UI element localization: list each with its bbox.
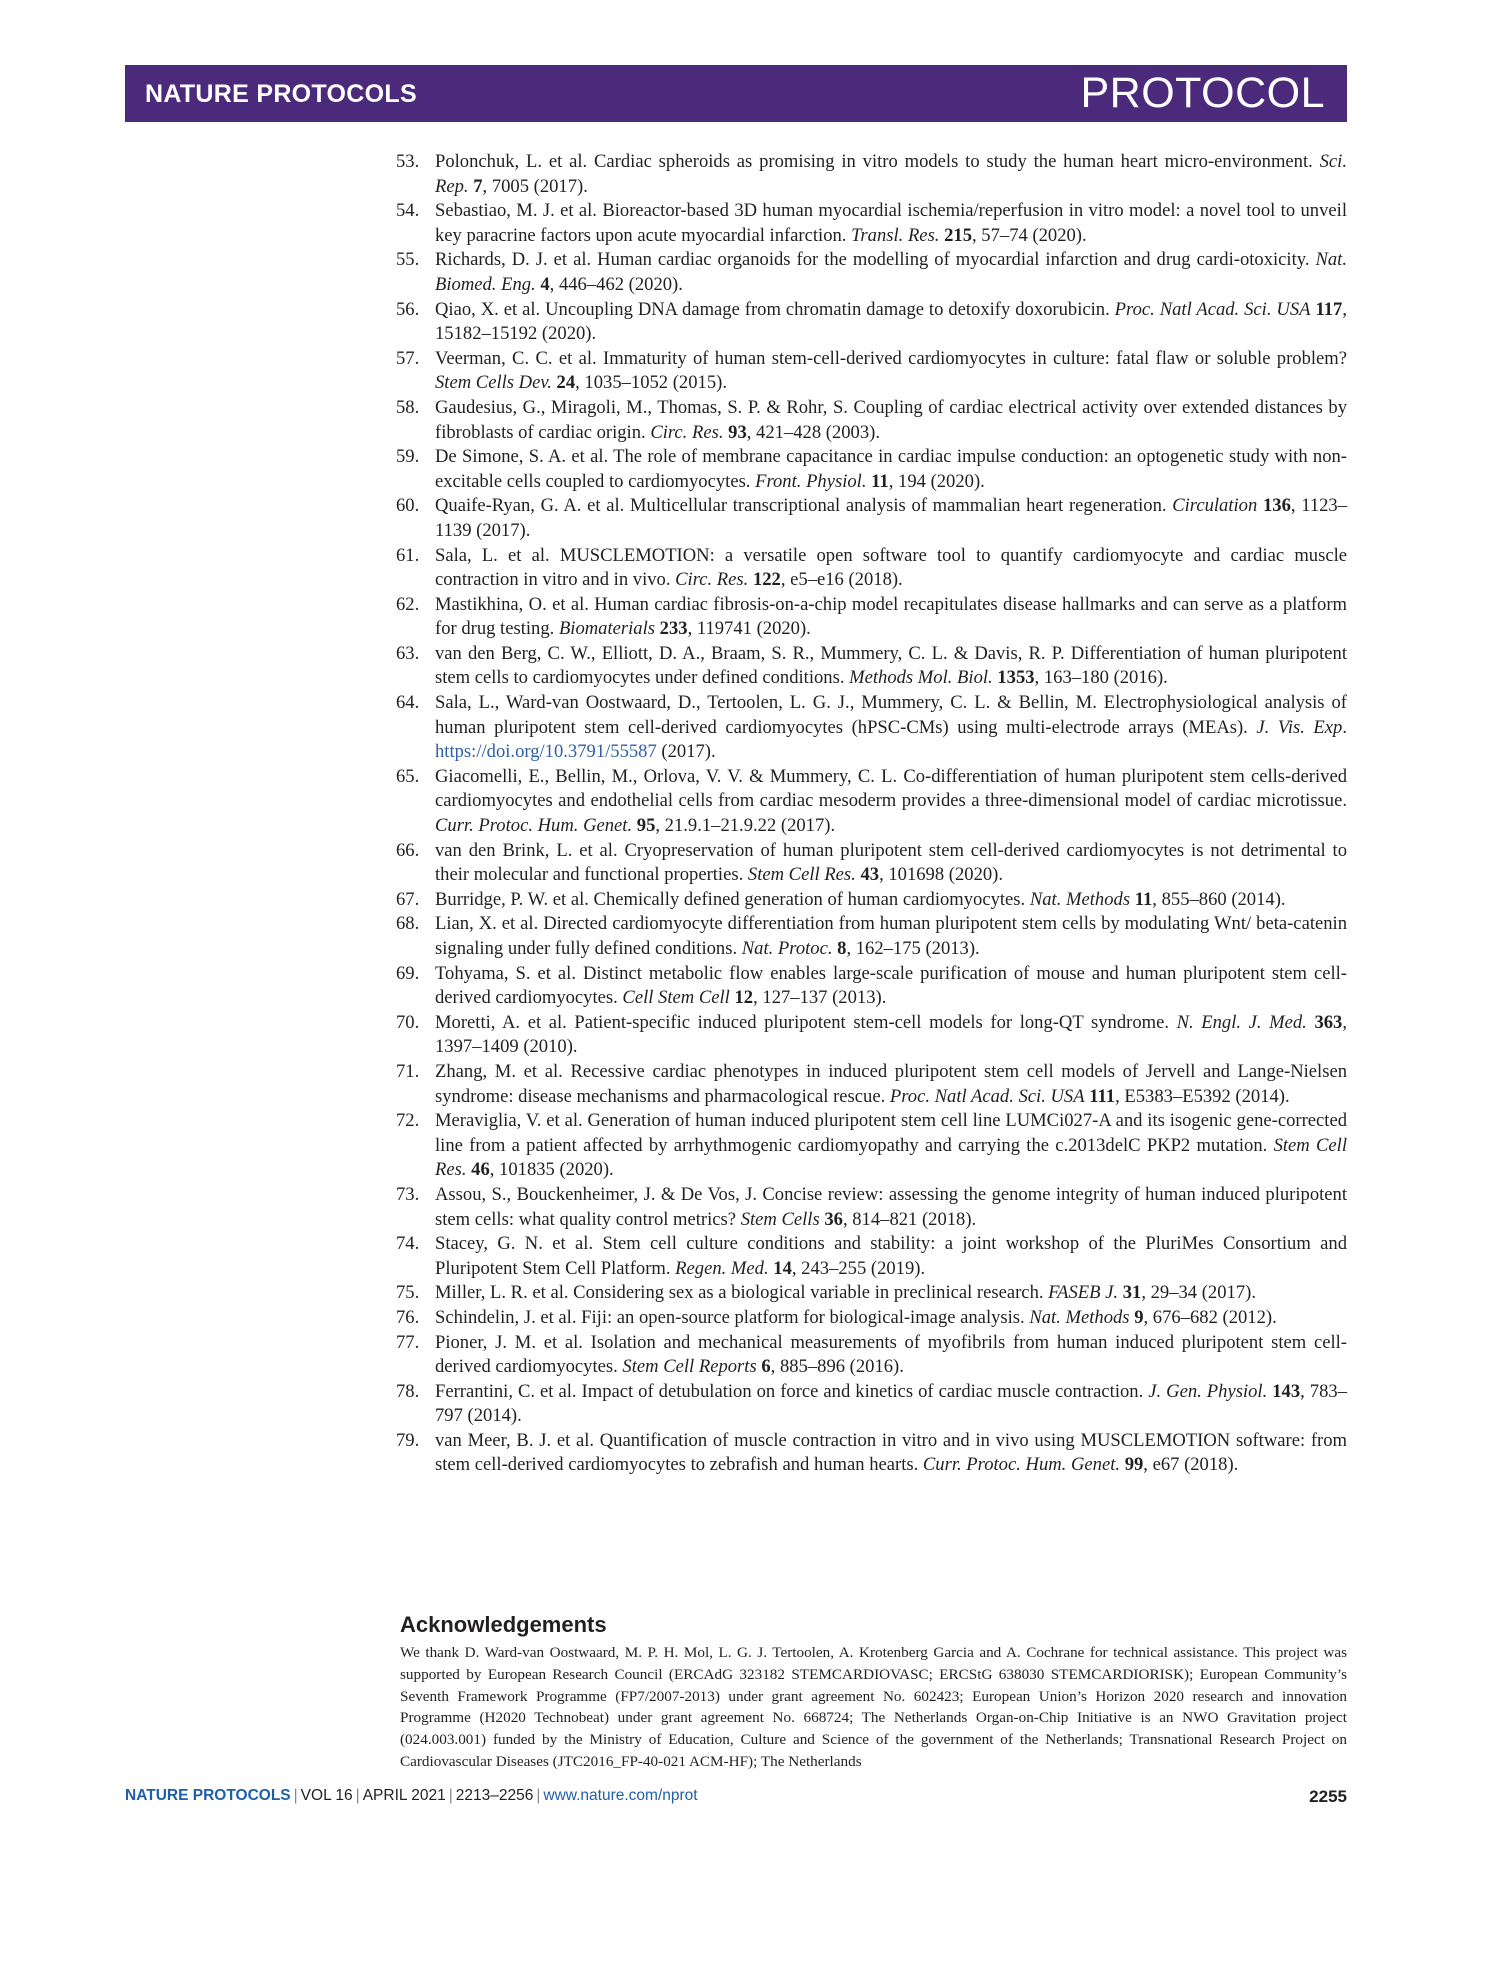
reference-pages: , 446–462 (2020).	[549, 273, 683, 295]
footer-journal: NATURE PROTOCOLS	[125, 1787, 291, 1804]
reference-number: 70.	[396, 1011, 420, 1033]
reference-number: 54.	[396, 200, 420, 222]
reference-journal: Nat. Methods	[1029, 888, 1131, 910]
reference-journal: Transl. Res.	[851, 224, 940, 246]
reference-volume: 93	[728, 421, 747, 443]
footer-separator: |	[536, 1787, 541, 1804]
reference-authors-title: Zhang, M. et al. Recessive cardiac phenotypes in induced pluripotent stem cell models of Jervell and Lange-Nielsen syndrome: disease mechanisms and pharmacological rescue.	[435, 1060, 1347, 1107]
reference-journal: Cell Stem Cell	[622, 987, 730, 1009]
reference-journal: Curr. Protoc. Hum. Genet.	[922, 1454, 1121, 1476]
reference-volume: 1353	[997, 667, 1035, 689]
reference-journal: FASEB J.	[1048, 1282, 1119, 1304]
reference-authors-title: Giacomelli, E., Bellin, M., Orlova, V. V. & Mummery, C. L. Co-differentiation of human pluripotent stem cells-derived cardiomyocytes and endothelial cells from cardiac mesoderm provides a three-dimensional model of cardiac microtissue.	[435, 765, 1347, 812]
reference-item	[396, 396, 1347, 445]
reference-authors-title: Burridge, P. W. et al. Chemically defined generation of human cardiomyocytes.	[435, 888, 1030, 910]
reference-pages: , 119741 (2020).	[687, 618, 811, 640]
reference-number: 61.	[396, 544, 420, 566]
page-footer	[125, 1787, 1347, 1805]
reference-pages: , 885–896 (2016).	[770, 1356, 904, 1378]
reference-volume: 4	[540, 273, 550, 295]
reference-journal: Circ. Res.	[650, 421, 724, 443]
reference-authors-title: Polonchuk, L. et al. Cardiac spheroids as promising in vitro models to study the human heart micro-environment.	[435, 151, 1320, 172]
reference-item	[396, 248, 1347, 297]
reference-pages: , 814–821 (2018).	[842, 1208, 977, 1230]
reference-journal: Proc. Natl Acad. Sci. USA	[889, 1085, 1085, 1107]
reference-authors-title: Richards, D. J. et al. Human cardiac organoids for the modelling of myocardial infarction and drug cardi-otoxicity.	[435, 249, 1316, 271]
reference-pages: , 676–682 (2012).	[1143, 1306, 1277, 1328]
reference-authors-title: Sala, L., Ward-van Oostwaard, D., Tertoolen, L. G. J., Mummery, C. L. & Bellin, M. Electrophysiological analysis of human pluripotent stem cell-derived cardiomyocytes (hPSC-CMs) using multi-electrode arrays (MEAs).	[435, 692, 1347, 738]
reference-pages: , 194 (2020).	[888, 470, 985, 492]
reference-number: 62.	[396, 593, 420, 615]
reference-journal: Sci. Rep.	[435, 151, 1347, 197]
reference-item	[396, 1281, 1347, 1306]
reference-item	[396, 888, 1347, 913]
reference-authors-title: Schindelin, J. et al. Fiji: an open-source platform for biological-image analysis.	[435, 1306, 1030, 1328]
reference-journal: Regen. Med.	[675, 1257, 769, 1279]
reference-volume: 95	[636, 815, 656, 837]
reference-item	[396, 1331, 1347, 1380]
reference-number: 64.	[396, 692, 420, 714]
acknowledgements-heading: Acknowledgements	[400, 1612, 607, 1637]
reference-pages: , 1123–1139 (2017).	[435, 495, 1348, 541]
reference-number: 68.	[396, 913, 420, 935]
reference-item	[396, 642, 1347, 691]
reference-number: 58.	[396, 396, 420, 418]
reference-pages: , 243–255 (2019).	[791, 1257, 926, 1279]
footer-journal-link[interactable]: www.nature.com/nprot	[543, 1787, 698, 1804]
reference-authors-title: Ferrantini, C. et al. Impact of detubulation on force and kinetics of cardiac muscle contraction.	[435, 1380, 1149, 1402]
reference-volume: 6	[761, 1356, 771, 1378]
article-type: PROTOCOL	[1080, 69, 1325, 117]
reference-number: 72.	[396, 1110, 420, 1132]
reference-volume: 122	[752, 569, 781, 591]
reference-volume: 46	[471, 1159, 490, 1181]
reference-item	[396, 1380, 1347, 1429]
reference-item	[396, 347, 1347, 396]
reference-pages: , 1397–1409 (2010).	[435, 1011, 1347, 1058]
reference-item	[396, 839, 1347, 888]
footer-volume: VOL 16	[300, 1787, 353, 1804]
reference-number: 73.	[396, 1183, 420, 1205]
reference-journal: Stem Cells Dev.	[435, 372, 552, 394]
reference-authors-title: Veerman, C. C. et al. Immaturity of human stem-cell-derived cardiomyocytes in culture: fatal flaw or soluble problem?	[435, 347, 1347, 369]
reference-pages: , 855–860 (2014).	[1152, 888, 1286, 910]
reference-list	[396, 150, 1348, 1478]
reference-volume: 363	[1314, 1011, 1343, 1033]
reference-pages: , 163–180 (2016).	[1034, 667, 1168, 689]
reference-volume: 24	[556, 372, 576, 394]
reference-authors-title: Qiao, X. et al. Uncoupling DNA damage from chromatin damage to detoxify doxorubicin.	[435, 298, 1115, 320]
reference-journal: J. Vis. Exp	[1256, 716, 1343, 738]
reference-volume: 136	[1262, 495, 1291, 517]
page-number: 2255	[1309, 1787, 1347, 1806]
reference-number: 67.	[396, 888, 420, 910]
reference-volume: 7	[473, 175, 483, 197]
reference-item	[396, 199, 1347, 248]
reference-number: 56.	[396, 298, 420, 320]
reference-journal: Stem Cell Reports	[622, 1356, 757, 1378]
reference-number: 74.	[396, 1233, 420, 1255]
reference-pages: , 57–74 (2020).	[972, 224, 1087, 246]
footer-separator: |	[355, 1787, 360, 1804]
reference-journal: Proc. Natl Acad. Sci. USA	[1114, 298, 1311, 320]
reference-pages: , 29–34 (2017).	[1141, 1282, 1256, 1304]
reference-pages: , 21.9.1–21.9.22 (2017).	[655, 815, 836, 837]
page-header	[125, 65, 1347, 122]
reference-number: 55.	[396, 249, 420, 271]
reference-number: 63.	[396, 642, 420, 664]
reference-item	[396, 1109, 1348, 1183]
reference-volume: 143	[1272, 1380, 1301, 1402]
reference-authors-title: Pioner, J. M. et al. Isolation and mechanical measurements of myofibrils from human induced pluripotent stem cell-derived cardiomyocytes.	[435, 1331, 1347, 1378]
reference-number: 76.	[396, 1306, 420, 1328]
reference-pages: , e5–e16 (2018).	[780, 569, 903, 591]
reference-item	[396, 912, 1347, 961]
reference-pages: , 7005 (2017).	[482, 175, 588, 197]
reference-item	[396, 1429, 1347, 1478]
reference-journal: Front. Physiol.	[755, 470, 867, 492]
reference-authors-title: Mastikhina, O. et al. Human cardiac fibrosis-on-a-chip model recapitulates disease hallmarks and can serve as a platform for drug testing.	[435, 593, 1347, 640]
reference-authors-title: De Simone, S. A. et al. The role of membrane capacitance in cardiac impulse conduction: an optogenetic study with non-excitable cells coupled to cardiomyocytes.	[435, 446, 1347, 492]
reference-authors-title: Quaife-Ryan, G. A. et al. Multicellular transcriptional analysis of mammalian heart regeneration.	[435, 495, 1173, 517]
reference-journal: Stem Cells	[740, 1208, 820, 1230]
reference-authors-title: van Meer, B. J. et al. Quantification of muscle contraction in vitro and in vivo using MUSCLEMOTION software: from stem cell-derived cardiomyocytes to zebrafish and human hearts.	[435, 1429, 1347, 1476]
reference-pages: , 421–428 (2003).	[746, 421, 880, 443]
reference-volume: 43	[860, 864, 880, 886]
reference-number: 69.	[396, 962, 420, 984]
reference-volume: 36	[824, 1208, 843, 1230]
reference-authors-title: Tohyama, S. et al. Distinct metabolic flow enables large-scale purification of mouse and human pluripotent stem cell-derived cardiomyocytes.	[435, 962, 1347, 1009]
reference-authors-title: Meraviglia, V. et al. Generation of human induced pluripotent stem cell line LUMCi027-A and its isogenic gene-corrected line from a patient affected by arrhythmogenic cardiomyopathy and carrying the c.2013delC PKP2 mutation.	[435, 1110, 1347, 1156]
reference-item	[396, 1232, 1347, 1281]
reference-pages: (2017).	[656, 741, 716, 763]
reference-doi-link[interactable]: https://doi.org/10.3791/55587	[435, 741, 657, 763]
reference-authors-title: Moretti, A. et al. Patient-specific induced pluripotent stem-cell models for long-QT syndrome.	[435, 1011, 1177, 1033]
reference-item	[396, 765, 1347, 839]
reference-journal: Circ. Res.	[675, 569, 749, 591]
reference-item	[396, 1011, 1347, 1060]
reference-item	[396, 1060, 1347, 1109]
footer-separator: |	[448, 1787, 453, 1804]
reference-authors-title: Assou, S., Bouckenheimer, J. & De Vos, J. Concise review: assessing the genome integrity of human induced pluripotent stem cells: what quality control metrics?	[435, 1183, 1347, 1230]
reference-journal: Stem Cell Res.	[435, 1134, 1348, 1181]
reference-journal: N. Engl. J. Med.	[1176, 1011, 1307, 1033]
acknowledgements-text: We thank D. Ward-van Oostwaard, M. P. H. Mol, L. G. J. Tertoolen, A. Krotenberg Garcia and A. Cochrane for technical assistance. This project was supported by European Research Council (ERCAdG 323182 STEMCARDIOVASC; ERCStG 638030 STEMCARDIORISK); European Community’s Seventh Framework Programme (FP7/2007-2013) under grant agreement No. 602423; European Union’s Horizon 2020 research and innovation Programme (H2020 Technobeat) under grant agreement No. 668724; The Netherlands Organ-on-Chip Initiative is an NWO Gravitation project (024.003.001) funded by the Ministry of Education, Culture and Science of the government of the Netherlands; Transnational Research Project on Cardiovascular Diseases (JTC2016_FP-40-021 ACM-HF); The Netherlands	[400, 1644, 1347, 1770]
reference-item	[396, 691, 1347, 765]
footer-separator: |	[293, 1787, 298, 1804]
reference-number: 71.	[396, 1060, 420, 1082]
reference-number: 65.	[396, 765, 420, 787]
reference-authors-title: Miller, L. R. et al. Considering sex as a biological variable in preclinical research.	[435, 1282, 1049, 1304]
reference-authors-title: van den Brink, L. et al. Cryopreservation of human pluripotent stem cell-derived cardiomyocytes is not detrimental to their molecular and functional properties.	[435, 839, 1347, 886]
reference-number: 78.	[396, 1380, 420, 1402]
reference-journal: J. Gen. Physiol.	[1148, 1380, 1268, 1402]
reference-number: 66.	[396, 839, 420, 861]
reference-item	[396, 150, 1347, 199]
reference-authors-title: Lian, X. et al. Directed cardiomyocyte differentiation from human pluripotent stem cells by modulating Wnt/ beta-catenin signaling under fully defined conditions.	[435, 913, 1347, 959]
reference-volume: 99	[1124, 1454, 1144, 1476]
reference-number: 77.	[396, 1331, 420, 1353]
reference-volume: 9	[1134, 1306, 1144, 1328]
reference-punctuation: .	[1342, 716, 1347, 738]
reference-pages: , 101835 (2020).	[489, 1159, 614, 1181]
reference-item	[396, 962, 1347, 1011]
footer-pages: 2213–2256	[455, 1787, 534, 1804]
reference-volume: 14	[773, 1257, 792, 1279]
reference-item	[396, 445, 1347, 494]
reference-journal: Nat. Biomed. Eng.	[435, 249, 1347, 295]
reference-number: 75.	[396, 1282, 420, 1304]
reference-pages: , 162–175 (2013).	[846, 938, 980, 959]
reference-authors-title: van den Berg, C. W., Elliott, D. A., Braam, S. R., Mummery, C. L. & Davis, R. P. Differentiation of human pluripotent stem cells to cardiomyocytes under defined conditions.	[435, 642, 1347, 689]
reference-journal: Circulation	[1172, 495, 1258, 517]
reference-volume: 233	[659, 618, 688, 640]
reference-journal: Biomaterials	[558, 618, 656, 640]
journal-name: NATURE PROTOCOLS	[145, 80, 417, 108]
reference-item	[396, 593, 1347, 642]
reference-item	[396, 1306, 1347, 1331]
reference-pages: , 127–137 (2013).	[753, 987, 887, 1009]
reference-journal: Nat. Protoc.	[741, 938, 833, 959]
reference-volume: 8	[837, 938, 847, 959]
reference-pages: , e67 (2018).	[1143, 1454, 1239, 1476]
reference-number: 59.	[396, 446, 420, 468]
reference-volume: 215	[944, 224, 972, 246]
reference-authors-title: Gaudesius, G., Miragoli, M., Thomas, S. P. & Rohr, S. Coupling of cardiac electrical activity over extended distances by fibroblasts of cardiac origin.	[435, 396, 1347, 443]
reference-journal: Stem Cell Res.	[747, 864, 856, 886]
reference-number: 60.	[396, 495, 420, 517]
reference-authors-title: Sebastiao, M. J. et al. Bioreactor-based 3D human myocardial ischemia/reperfusion in vitro model: a novel tool to unveil key paracrine factors upon acute myocardial infarction.	[435, 200, 1347, 246]
reference-journal: Methods Mol. Biol.	[849, 667, 993, 689]
reference-number: 79.	[396, 1429, 420, 1451]
reference-authors-title: Sala, L. et al. MUSCLEMOTION: a versatile open software tool to quantify cardiomyocyte and cardiac muscle contraction in vitro and in vivo.	[435, 544, 1347, 591]
reference-item	[396, 298, 1347, 347]
reference-journal: Curr. Protoc. Hum. Genet.	[435, 815, 633, 837]
reference-journal: Nat. Methods	[1029, 1306, 1130, 1328]
reference-volume: 11	[871, 470, 889, 492]
reference-volume: 31	[1122, 1282, 1142, 1304]
reference-pages: , E5383–E5392 (2014).	[1115, 1085, 1290, 1107]
reference-item	[396, 1183, 1347, 1232]
reference-pages: , 15182–15192 (2020).	[435, 298, 1347, 345]
reference-number: 53.	[396, 151, 420, 172]
reference-volume: 12	[734, 987, 754, 1009]
reference-pages: , 1035–1052 (2015).	[575, 372, 727, 394]
reference-item	[396, 494, 1348, 543]
reference-number: 57.	[396, 347, 420, 369]
reference-pages: , 783–797 (2014).	[435, 1380, 1347, 1427]
reference-item	[396, 544, 1347, 593]
reference-pages: , 101698 (2020).	[879, 864, 1004, 886]
reference-authors-title: Stacey, G. N. et al. Stem cell culture conditions and stability: a joint workshop of the PluriMes Consortium and Pluripotent Stem Cell Platform.	[435, 1233, 1347, 1279]
reference-volume: 117	[1315, 298, 1343, 320]
reference-volume: 11	[1134, 888, 1153, 910]
reference-volume: 111	[1089, 1085, 1116, 1107]
footer-date: APRIL 2021	[362, 1787, 446, 1804]
